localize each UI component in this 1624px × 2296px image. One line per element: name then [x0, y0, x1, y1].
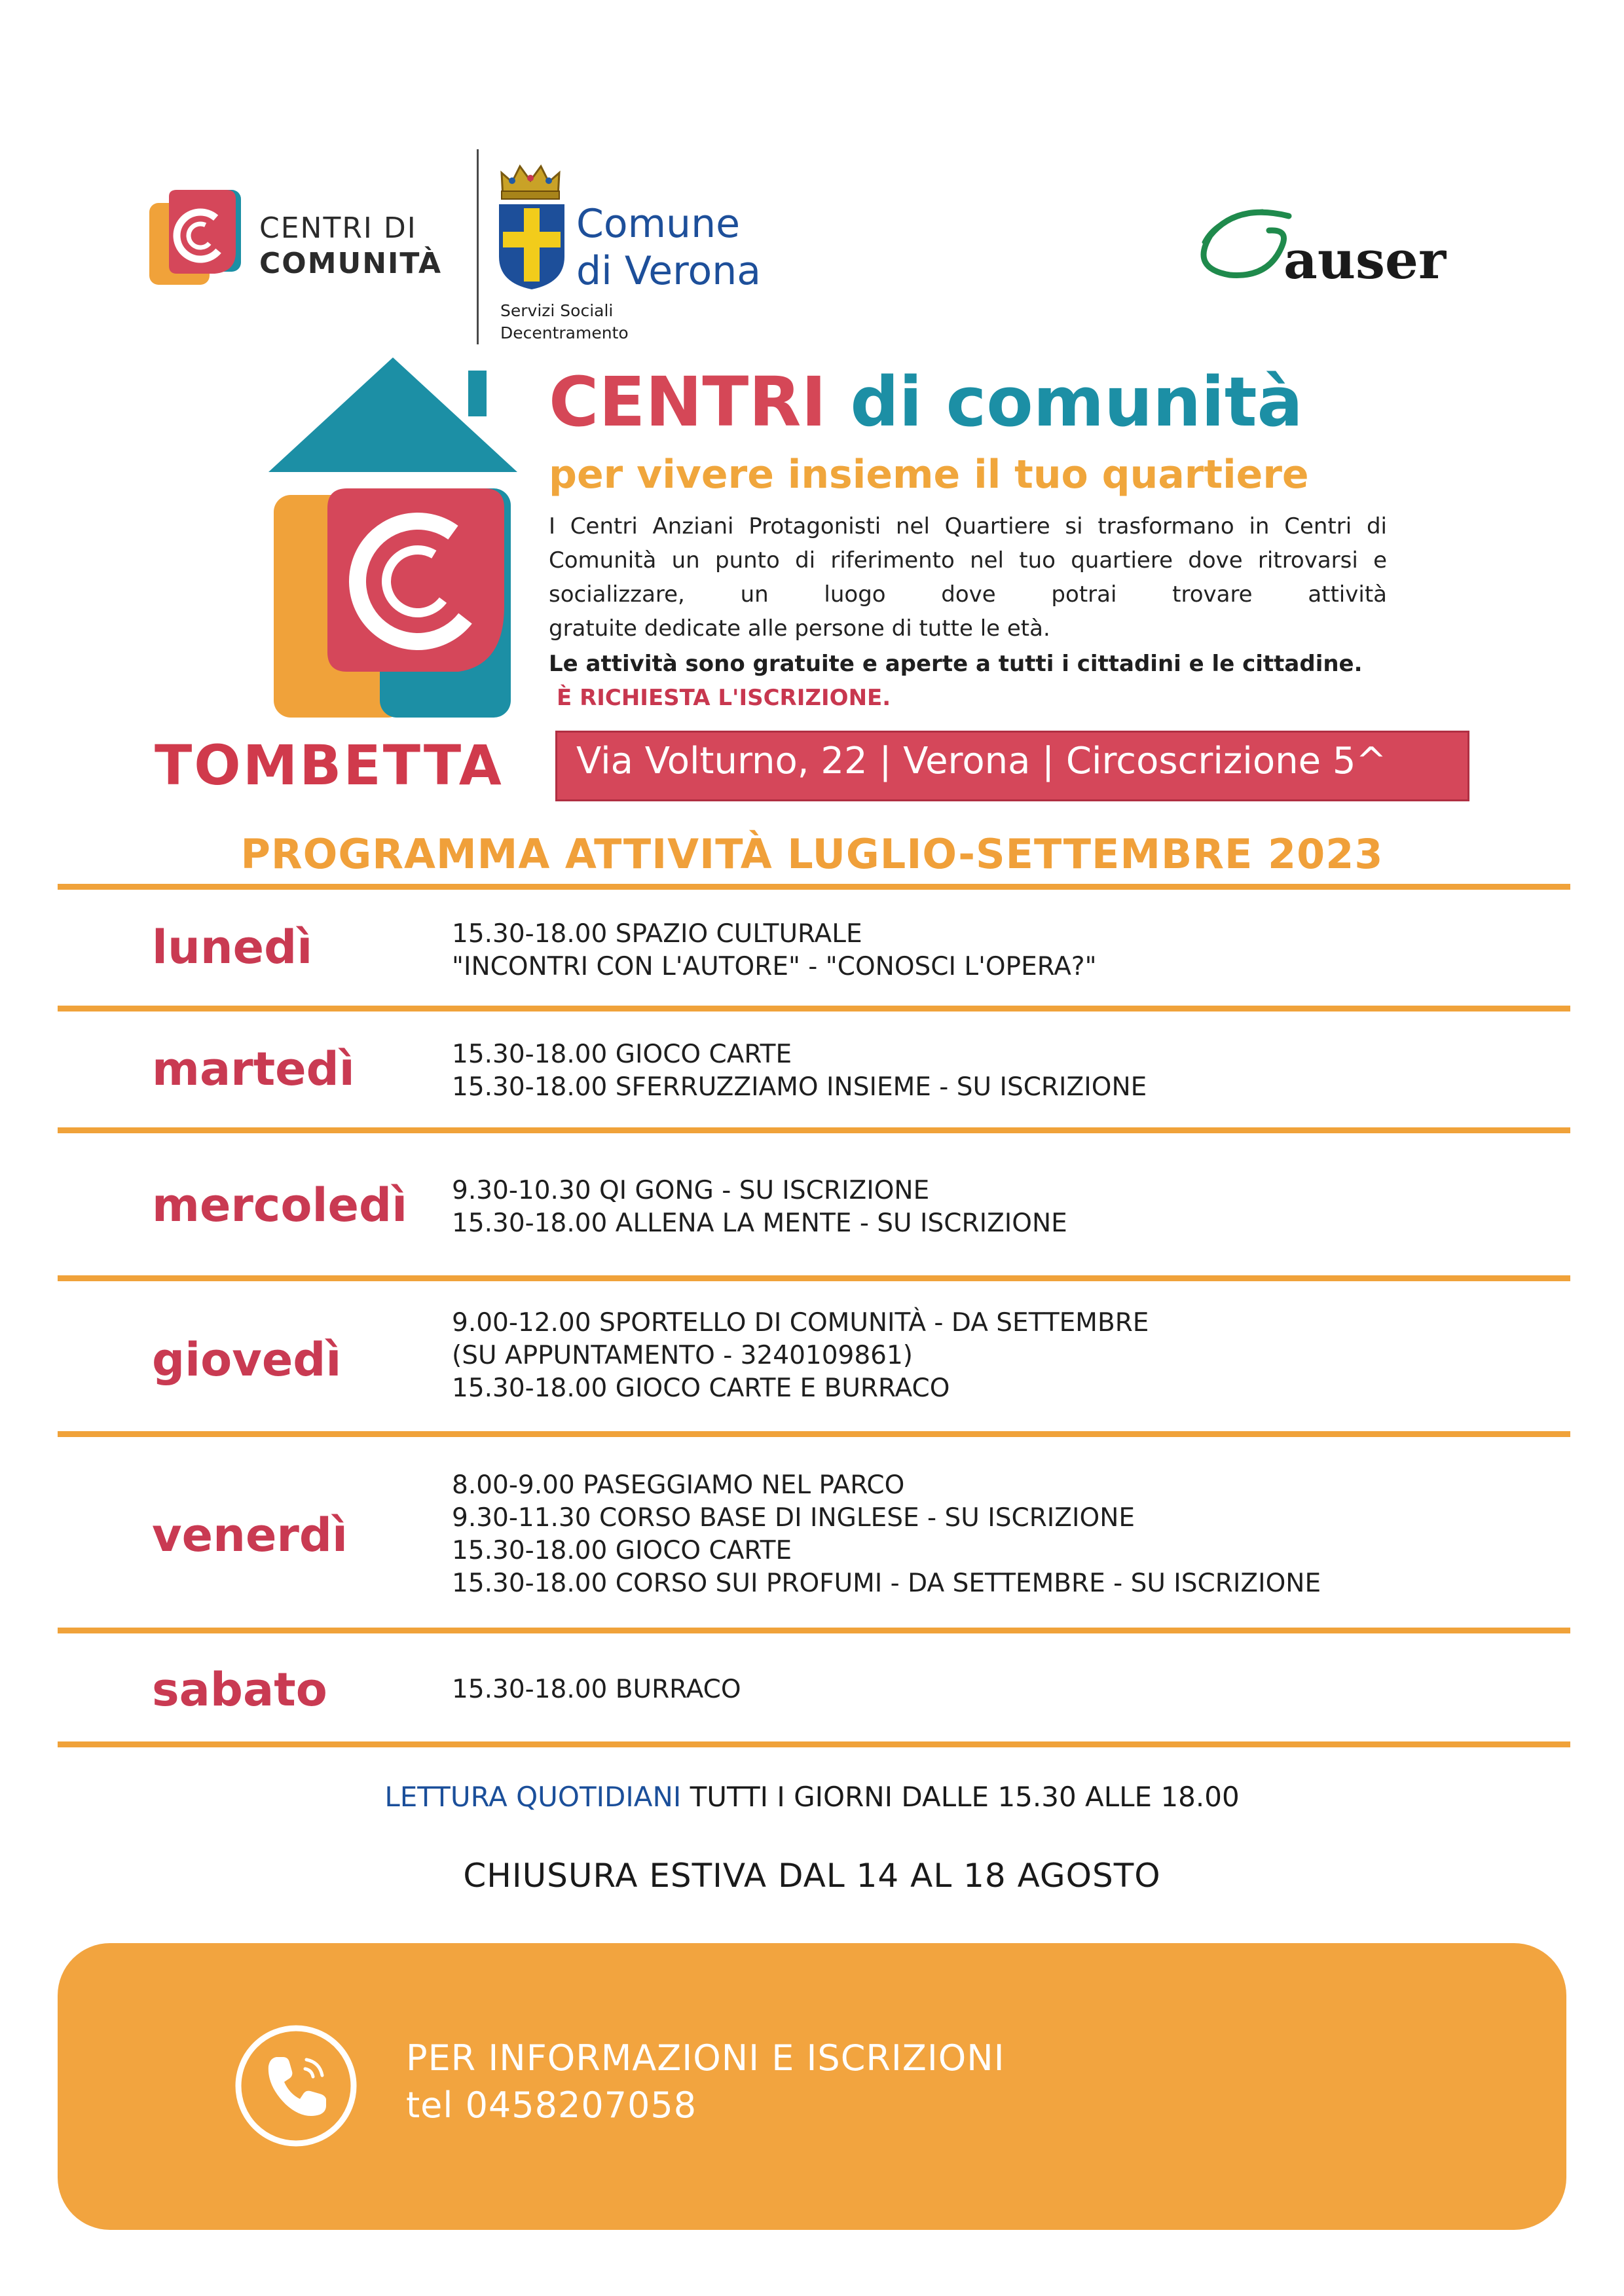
day-activities: [452, 1673, 741, 1706]
registration-required-note: È RICHIESTA L'ISCRIZIONE.: [557, 685, 891, 711]
day-activities: [452, 1175, 1067, 1240]
activity-line: 15.30-18.00 GIOCO CARTE E BURRACO: [452, 1374, 950, 1403]
schedule-divider: [58, 1127, 1570, 1133]
activity-line: (SU APPUNTAMENTO - 3240109861): [452, 1341, 913, 1370]
comune-line-2: di Verona: [576, 248, 761, 294]
activity-line: 9.30-10.30 QI GONG - SU ISCRIZIONE: [452, 1176, 930, 1205]
schedule-divider: [58, 1431, 1570, 1437]
lettura-rest: TUTTI I GIORNI DALLE 15.30 ALLE 18.00: [681, 1781, 1240, 1813]
footer-phone-number[interactable]: tel 0458207058: [406, 2085, 697, 2126]
activity-line: 15.30-18.00 GIOCO CARTE: [452, 1536, 792, 1565]
lettura-highlight: LETTURA QUOTIDIANI: [384, 1781, 682, 1813]
auser-wordmark: auser: [1283, 229, 1447, 291]
centri-di-comunita-wordmark: [259, 211, 442, 282]
schedule-divider: [58, 1741, 1570, 1747]
activity-line: 15.30-18.00 GIOCO CARTE: [452, 1040, 792, 1069]
title-part-2: di comunità: [850, 362, 1303, 442]
intro-bold-note: Le attività sono gratuite e aperte a tutti i cittadini e le cittadine.: [549, 651, 1363, 677]
newspaper-reading-note: [0, 1781, 1624, 1813]
dept-line-2: Decentramento: [500, 323, 629, 342]
day-activities: [452, 918, 1097, 983]
program-title: PROGRAMMA ATTIVITÀ LUGLIO-SETTEMBRE 2023: [240, 830, 1384, 878]
day-label: giovedì: [152, 1333, 342, 1387]
activity-line: 9.00-12.00 SPORTELLO DI COMUNITÀ - DA SETTEMBRE: [452, 1308, 1149, 1338]
logo-divider: [477, 149, 479, 344]
verona-shield-icon: [499, 204, 564, 289]
activity-line: "INCONTRI CON L'AUTORE" - "CONOSCI L'OPERA?": [452, 952, 1097, 981]
day-activities: [452, 1038, 1147, 1104]
schedule-divider: [58, 1006, 1570, 1011]
logo-line-2: COMUNITÀ: [259, 247, 443, 280]
day-label: sabato: [152, 1663, 327, 1717]
comune-line-1: Comune: [576, 201, 741, 247]
logo-line-1: CENTRI DI: [259, 211, 417, 245]
schedule-divider: [58, 1628, 1570, 1633]
main-title: [549, 361, 1303, 443]
intro-paragraph: I Centri Anziani Protagonisti nel Quartiere si trasformano in Centri di Comunità un punto di riferimento nel tuo quartiere dove ritrovarsi e socializzare, un luogo dove potrai trovare attività: [549, 513, 1387, 608]
summer-closure-note: CHIUSURA ESTIVA DAL 14 AL 18 AGOSTO: [463, 1857, 1161, 1895]
address-text: Via Volturno, 22 | Verona | Circoscrizione 5^: [576, 740, 1387, 782]
activity-line: 9.30-11.30 CORSO BASE DI INGLESE - SU ISCRIZIONE: [452, 1503, 1135, 1533]
comune-di-verona-wordmark: [576, 200, 761, 295]
subtitle: per vivere insieme il tuo quartiere: [549, 452, 1309, 498]
phone-icon: [233, 2023, 359, 2149]
comune-department: [500, 300, 629, 344]
crown-icon: [499, 161, 562, 200]
footer-info-title: PER INFORMAZIONI E ISCRIZIONI: [406, 2037, 1005, 2079]
day-label: venerdì: [152, 1508, 348, 1562]
location-name: TOMBETTA: [155, 733, 504, 797]
day-activities: [452, 1307, 1149, 1405]
day-label: martedì: [152, 1042, 355, 1096]
activity-line: 8.00-9.00 PASEGGIAMO NEL PARCO: [452, 1470, 905, 1500]
house-c-logo-icon: [268, 357, 517, 724]
activity-line: 15.30-18.00 CORSO SUI PROFUMI - DA SETTEMBRE - SU ISCRIZIONE: [452, 1569, 1321, 1598]
title-part-1: CENTRI: [549, 362, 827, 442]
day-label: lunedì: [152, 920, 313, 974]
activity-line: 15.30-18.00 SFERRUZZIAMO INSIEME - SU ISCRIZIONE: [452, 1072, 1147, 1102]
day-label: mercoledì: [152, 1178, 408, 1232]
day-activities: [452, 1469, 1321, 1600]
centri-di-comunita-logo-icon: [149, 190, 241, 285]
schedule-divider: [58, 884, 1570, 890]
intro-paragraph-end: gratuite dedicate alle persone di tutte le età.: [549, 615, 1050, 642]
schedule-divider: [58, 1275, 1570, 1281]
dept-line-1: Servizi Sociali: [500, 301, 614, 320]
activity-line: 15.30-18.00 ALLENA LA MENTE - SU ISCRIZIONE: [452, 1209, 1067, 1238]
activity-line: 15.30-18.00 SPAZIO CULTURALE: [452, 919, 862, 949]
activity-line: 15.30-18.00 BURRACO: [452, 1675, 741, 1704]
